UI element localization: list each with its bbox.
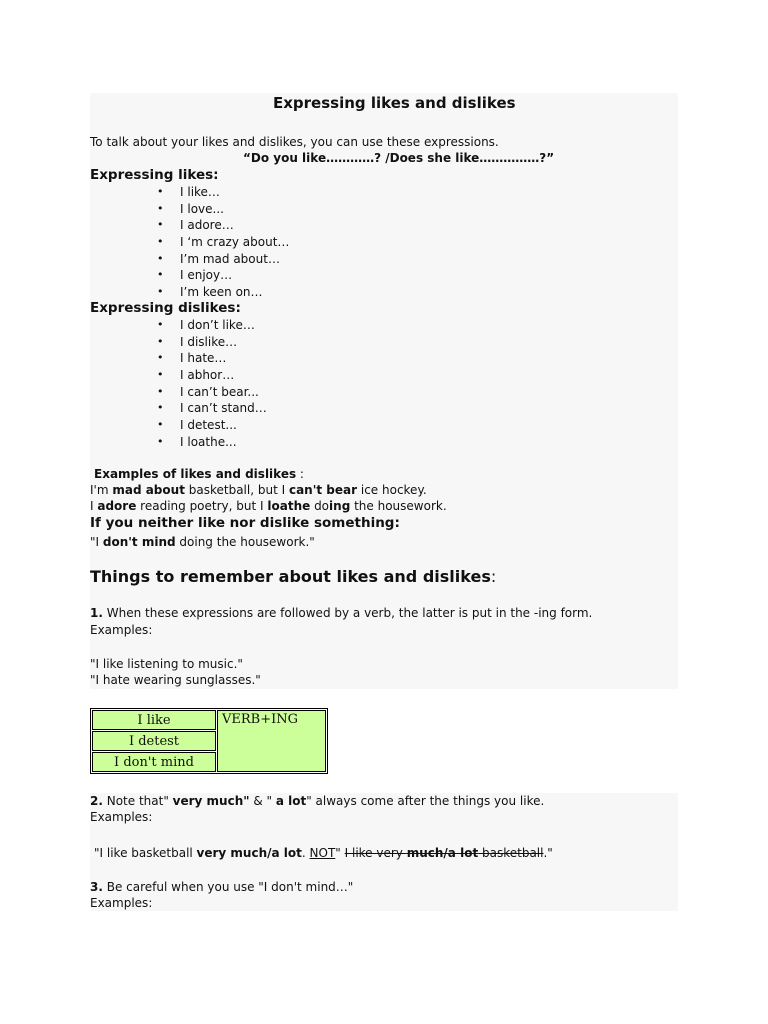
neither-heading: If you neither like nor dislike something: — [90, 515, 400, 531]
remember-heading: Things to remember about likes and dislikes: — [90, 567, 497, 586]
table-cell: I don't mind — [92, 752, 216, 772]
list-item: • I adore… — [180, 217, 289, 234]
example-sentence-2: I adore reading poetry, but I loathe doing the housework. — [90, 499, 447, 513]
rule-2: 2. Note that" very much" & " a lot" always come after the things you like. — [90, 794, 545, 808]
rule-1-examples-label: Examples: — [90, 623, 153, 637]
table-cell: I detest — [92, 731, 216, 751]
list-item: • I loathe... — [180, 434, 267, 451]
list-item: • I like… — [180, 184, 289, 201]
list-item: • I can’t bear... — [180, 384, 267, 401]
list-item: • I detest... — [180, 417, 267, 434]
list-item: • I can’t stand… — [180, 400, 267, 417]
page-title: Expressing likes and dislikes — [273, 94, 516, 112]
example-sentence-1: I'm mad about basketball, but I can't bear ice hockey. — [90, 483, 427, 497]
intro-text: To talk about your likes and dislikes, you can use these expressions. — [90, 135, 499, 149]
examples-heading: Examples of likes and dislikes : — [94, 467, 304, 481]
table-cell: I like — [92, 710, 216, 730]
list-item: • I’m keen on… — [180, 284, 289, 301]
list-item: • I love... — [180, 201, 289, 218]
list-item: • I hate… — [180, 350, 267, 367]
dislikes-list — [180, 317, 267, 451]
rule-1-example: "I hate wearing sunglasses." — [90, 673, 261, 687]
rule-1-example: "I like listening to music." — [90, 657, 243, 671]
likes-heading: Expressing likes: — [90, 167, 219, 183]
list-item: • I ‘m crazy about… — [180, 234, 289, 251]
rule-2-example: "I like basketball very much/a lot. NOT" I like very much/a lot basketball." — [94, 846, 553, 860]
table-cell-verb-ing: VERB+ING — [217, 710, 326, 772]
question-expression: “Do you like…………? /Does she like……………?” — [243, 151, 555, 165]
rule-3-examples-label: Examples: — [90, 896, 153, 910]
likes-list — [180, 184, 289, 301]
list-item: • I abhor… — [180, 367, 267, 384]
verb-ing-table — [90, 708, 328, 774]
list-item: • I dislike… — [180, 334, 267, 351]
rule-1: 1. When these expressions are followed by a verb, the latter is put in the -ing form. — [90, 606, 593, 620]
dislikes-heading: Expressing dislikes: — [90, 300, 241, 316]
rule-2-examples-label: Examples: — [90, 810, 153, 824]
list-item: • I enjoy… — [180, 267, 289, 284]
list-item: • I’m mad about… — [180, 251, 289, 268]
rule-3: 3. Be careful when you use "I don't mind…" — [90, 880, 354, 894]
neither-example: "I don't mind doing the housework." — [90, 535, 315, 549]
list-item: • I don’t like… — [180, 317, 267, 334]
